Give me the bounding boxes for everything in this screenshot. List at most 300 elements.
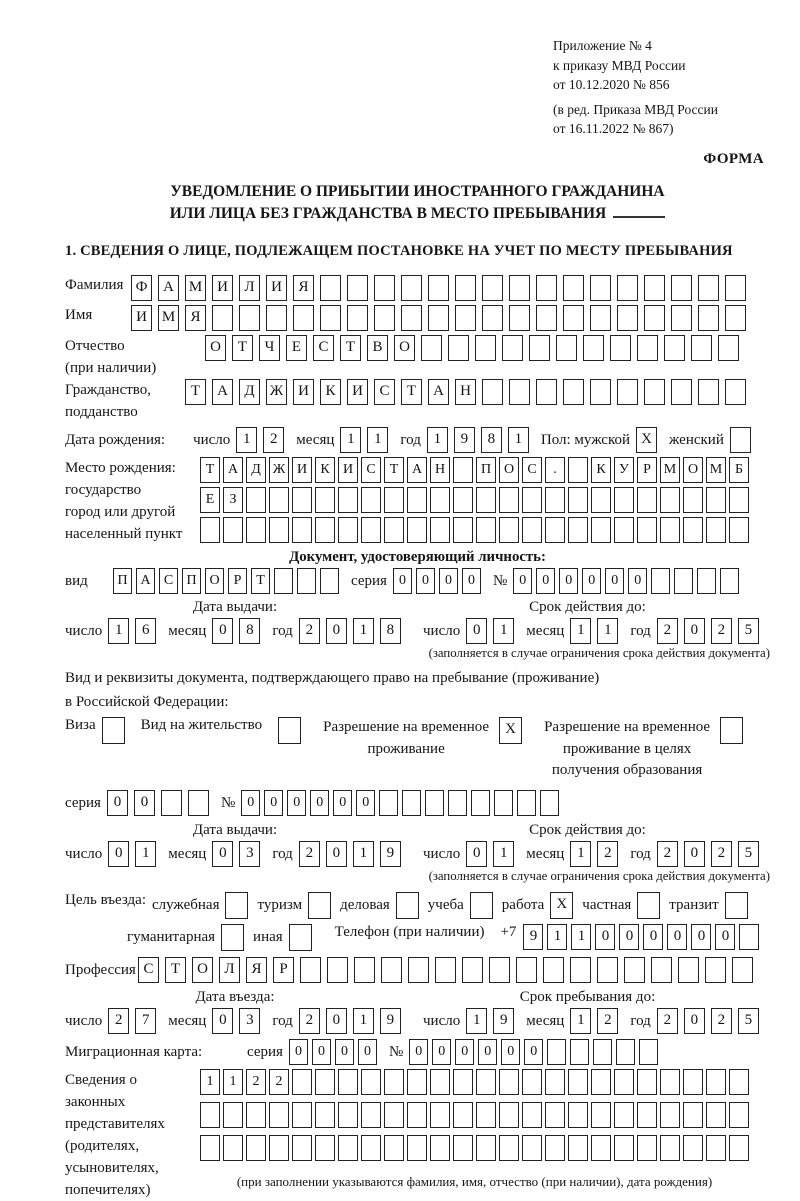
char-box[interactable]	[614, 1102, 634, 1128]
char-box[interactable]: Т	[401, 379, 422, 405]
char-box[interactable]: 0	[212, 618, 233, 644]
char-box[interactable]: А	[428, 379, 449, 405]
char-box[interactable]: 0	[536, 568, 555, 594]
char-box[interactable]	[499, 517, 519, 543]
char-box[interactable]: 8	[481, 427, 502, 453]
char-box[interactable]	[223, 1102, 243, 1128]
char-box[interactable]	[292, 517, 312, 543]
char-box[interactable]	[475, 335, 496, 361]
char-box[interactable]: С	[138, 957, 159, 983]
char-box[interactable]: 9	[493, 1008, 514, 1034]
char-box[interactable]	[453, 1135, 473, 1161]
char-box[interactable]	[338, 487, 358, 513]
char-box[interactable]	[583, 335, 604, 361]
char-box[interactable]: 1	[367, 427, 388, 453]
char-box[interactable]: 0	[335, 1039, 354, 1065]
char-box[interactable]: К	[320, 379, 341, 405]
char-box[interactable]: Н	[455, 379, 476, 405]
char-box[interactable]	[384, 1135, 404, 1161]
char-box[interactable]	[706, 487, 726, 513]
char-box[interactable]	[269, 1102, 289, 1128]
char-box[interactable]: 1	[108, 618, 129, 644]
char-box[interactable]: 0	[107, 790, 128, 816]
char-box[interactable]: 0	[108, 841, 129, 867]
char-box[interactable]	[563, 379, 584, 405]
char-box[interactable]	[617, 275, 638, 301]
char-box[interactable]: Ч	[259, 335, 280, 361]
char-box[interactable]	[315, 487, 335, 513]
char-box[interactable]: 0	[715, 924, 735, 950]
char-box[interactable]	[269, 1135, 289, 1161]
char-box[interactable]: 3	[239, 1008, 260, 1034]
char-box[interactable]: С	[361, 457, 381, 483]
char-box[interactable]: 0	[212, 841, 233, 867]
char-box[interactable]	[729, 1102, 749, 1128]
char-box[interactable]	[200, 517, 220, 543]
char-box[interactable]	[706, 1135, 726, 1161]
char-box[interactable]	[381, 957, 402, 983]
char-box[interactable]: Т	[185, 379, 206, 405]
char-box[interactable]	[660, 1102, 680, 1128]
char-box[interactable]: 1	[236, 427, 257, 453]
char-box[interactable]	[476, 1102, 496, 1128]
char-box[interactable]: X	[636, 427, 657, 453]
char-box[interactable]	[660, 517, 680, 543]
char-box[interactable]: 2	[711, 1008, 732, 1034]
char-box[interactable]: 1	[493, 841, 514, 867]
char-box[interactable]	[470, 892, 493, 919]
char-box[interactable]: 1	[570, 1008, 591, 1034]
char-box[interactable]	[476, 517, 496, 543]
char-box[interactable]	[430, 1102, 450, 1128]
char-box[interactable]	[698, 305, 719, 331]
char-box[interactable]: 1	[223, 1069, 243, 1095]
char-box[interactable]	[402, 790, 421, 816]
char-box[interactable]	[476, 1069, 496, 1095]
char-box[interactable]: X	[550, 892, 573, 919]
char-box[interactable]	[698, 379, 719, 405]
char-box[interactable]	[547, 1039, 566, 1065]
char-box[interactable]: 0	[595, 924, 615, 950]
char-box[interactable]	[315, 1135, 335, 1161]
char-box[interactable]	[476, 1135, 496, 1161]
char-box[interactable]	[720, 568, 739, 594]
char-box[interactable]	[644, 305, 665, 331]
char-box[interactable]	[522, 1135, 542, 1161]
char-box[interactable]: О	[205, 568, 224, 594]
char-box[interactable]: 1	[200, 1069, 220, 1095]
char-box[interactable]: 2	[657, 1008, 678, 1034]
char-box[interactable]: 0	[134, 790, 155, 816]
char-box[interactable]: 0	[264, 790, 283, 816]
char-box[interactable]: 0	[455, 1039, 474, 1065]
char-box[interactable]	[644, 275, 665, 301]
char-box[interactable]	[517, 790, 536, 816]
char-box[interactable]: 0	[358, 1039, 377, 1065]
char-box[interactable]	[494, 790, 513, 816]
char-box[interactable]	[570, 957, 591, 983]
char-box[interactable]: И	[347, 379, 368, 405]
char-box[interactable]: 1	[493, 618, 514, 644]
char-box[interactable]	[374, 275, 395, 301]
char-box[interactable]: 0	[432, 1039, 451, 1065]
char-box[interactable]	[200, 1102, 220, 1128]
char-box[interactable]	[536, 275, 557, 301]
char-box[interactable]: Ж	[269, 457, 289, 483]
char-box[interactable]: 0	[628, 568, 647, 594]
char-box[interactable]	[509, 379, 530, 405]
char-box[interactable]	[644, 379, 665, 405]
char-box[interactable]	[614, 1135, 634, 1161]
char-box[interactable]: 0	[684, 1008, 705, 1034]
char-box[interactable]: О	[394, 335, 415, 361]
char-box[interactable]	[509, 275, 530, 301]
char-box[interactable]	[720, 717, 743, 744]
char-box[interactable]: 2	[657, 618, 678, 644]
char-box[interactable]: С	[313, 335, 334, 361]
char-box[interactable]	[593, 1039, 612, 1065]
char-box[interactable]: 0	[667, 924, 687, 950]
char-box[interactable]: 0	[326, 841, 347, 867]
char-box[interactable]	[718, 335, 739, 361]
char-box[interactable]	[482, 305, 503, 331]
char-box[interactable]	[361, 517, 381, 543]
char-box[interactable]	[471, 790, 490, 816]
char-box[interactable]: 0	[684, 841, 705, 867]
char-box[interactable]	[361, 1135, 381, 1161]
char-box[interactable]	[379, 790, 398, 816]
char-box[interactable]: Т	[340, 335, 361, 361]
char-box[interactable]	[545, 1135, 565, 1161]
char-box[interactable]: 5	[738, 841, 759, 867]
char-box[interactable]: Р	[273, 957, 294, 983]
char-box[interactable]	[616, 1039, 635, 1065]
char-box[interactable]: У	[614, 457, 634, 483]
char-box[interactable]	[674, 568, 693, 594]
char-box[interactable]: 2	[246, 1069, 266, 1095]
char-box[interactable]: 1	[508, 427, 529, 453]
char-box[interactable]	[617, 379, 638, 405]
char-box[interactable]	[568, 517, 588, 543]
char-box[interactable]: С	[374, 379, 395, 405]
char-box[interactable]: С	[522, 457, 542, 483]
char-box[interactable]	[161, 790, 182, 816]
char-box[interactable]	[407, 517, 427, 543]
char-box[interactable]	[683, 487, 703, 513]
char-box[interactable]: Ж	[266, 379, 287, 405]
char-box[interactable]	[448, 335, 469, 361]
char-box[interactable]	[320, 305, 341, 331]
char-box[interactable]	[476, 487, 496, 513]
char-box[interactable]	[453, 517, 473, 543]
char-box[interactable]	[448, 790, 467, 816]
char-box[interactable]	[453, 1102, 473, 1128]
char-box[interactable]	[407, 1135, 427, 1161]
char-box[interactable]	[453, 1069, 473, 1095]
char-box[interactable]: 0	[501, 1039, 520, 1065]
char-box[interactable]	[223, 1135, 243, 1161]
char-box[interactable]	[545, 1102, 565, 1128]
char-box[interactable]: 0	[462, 568, 481, 594]
char-box[interactable]: 3	[239, 841, 260, 867]
char-box[interactable]	[597, 957, 618, 983]
char-box[interactable]	[683, 517, 703, 543]
char-box[interactable]: К	[591, 457, 611, 483]
char-box[interactable]	[591, 1102, 611, 1128]
char-box[interactable]: 0	[356, 790, 375, 816]
char-box[interactable]: З	[223, 487, 243, 513]
char-box[interactable]	[556, 335, 577, 361]
char-box[interactable]: .	[545, 457, 565, 483]
char-box[interactable]	[545, 517, 565, 543]
char-box[interactable]	[223, 517, 243, 543]
char-box[interactable]: 0	[241, 790, 260, 816]
char-box[interactable]: 1	[547, 924, 567, 950]
char-box[interactable]	[221, 924, 244, 951]
char-box[interactable]	[591, 517, 611, 543]
char-box[interactable]: А	[158, 275, 179, 301]
char-box[interactable]	[315, 517, 335, 543]
char-box[interactable]: 0	[559, 568, 578, 594]
char-box[interactable]: 2	[597, 1008, 618, 1034]
char-box[interactable]: М	[660, 457, 680, 483]
char-box[interactable]: 2	[597, 841, 618, 867]
char-box[interactable]	[482, 275, 503, 301]
char-box[interactable]	[591, 487, 611, 513]
char-box[interactable]	[239, 305, 260, 331]
char-box[interactable]	[706, 517, 726, 543]
char-box[interactable]	[617, 305, 638, 331]
char-box[interactable]	[482, 379, 503, 405]
char-box[interactable]: 0	[513, 568, 532, 594]
char-box[interactable]	[361, 487, 381, 513]
char-box[interactable]: 1	[570, 618, 591, 644]
char-box[interactable]	[691, 335, 712, 361]
char-box[interactable]: А	[136, 568, 155, 594]
char-box[interactable]	[430, 1069, 450, 1095]
char-box[interactable]: 1	[597, 618, 618, 644]
char-box[interactable]	[292, 1069, 312, 1095]
char-box[interactable]: 2	[711, 618, 732, 644]
char-box[interactable]: 1	[135, 841, 156, 867]
char-box[interactable]: А	[407, 457, 427, 483]
char-box[interactable]	[499, 1102, 519, 1128]
char-box[interactable]	[225, 892, 248, 919]
char-box[interactable]	[293, 305, 314, 331]
char-box[interactable]	[407, 1069, 427, 1095]
char-box[interactable]	[678, 957, 699, 983]
char-box[interactable]	[651, 568, 670, 594]
char-box[interactable]: 5	[738, 618, 759, 644]
char-box[interactable]: П	[113, 568, 132, 594]
char-box[interactable]	[568, 1135, 588, 1161]
char-box[interactable]	[499, 487, 519, 513]
char-box[interactable]	[401, 305, 422, 331]
char-box[interactable]	[430, 517, 450, 543]
char-box[interactable]: 1	[427, 427, 448, 453]
char-box[interactable]	[401, 275, 422, 301]
char-box[interactable]	[729, 1069, 749, 1095]
char-box[interactable]: 0	[524, 1039, 543, 1065]
char-box[interactable]	[212, 305, 233, 331]
char-box[interactable]	[671, 379, 692, 405]
char-box[interactable]	[522, 487, 542, 513]
char-box[interactable]: 0	[312, 1039, 331, 1065]
char-box[interactable]	[430, 1135, 450, 1161]
char-box[interactable]: 9	[454, 427, 475, 453]
char-box[interactable]	[522, 517, 542, 543]
char-box[interactable]	[188, 790, 209, 816]
char-box[interactable]: 0	[409, 1039, 428, 1065]
char-box[interactable]	[384, 487, 404, 513]
char-box[interactable]	[725, 892, 748, 919]
char-box[interactable]	[543, 957, 564, 983]
char-box[interactable]	[591, 1069, 611, 1095]
char-box[interactable]	[568, 487, 588, 513]
char-box[interactable]	[614, 517, 634, 543]
char-box[interactable]	[425, 790, 444, 816]
char-box[interactable]	[614, 1069, 634, 1095]
char-box[interactable]	[568, 1069, 588, 1095]
char-box[interactable]: Я	[293, 275, 314, 301]
char-box[interactable]	[660, 1135, 680, 1161]
char-box[interactable]: 7	[135, 1008, 156, 1034]
char-box[interactable]: 2	[263, 427, 284, 453]
char-box[interactable]: И	[293, 379, 314, 405]
char-box[interactable]: 1	[340, 427, 361, 453]
char-box[interactable]: Е	[200, 487, 220, 513]
char-box[interactable]	[200, 1135, 220, 1161]
char-box[interactable]	[274, 568, 293, 594]
char-box[interactable]: 0	[466, 618, 487, 644]
char-box[interactable]	[246, 517, 266, 543]
char-box[interactable]: Т	[232, 335, 253, 361]
char-box[interactable]	[637, 517, 657, 543]
char-box[interactable]	[660, 487, 680, 513]
char-box[interactable]: 0	[326, 1008, 347, 1034]
char-box[interactable]	[671, 275, 692, 301]
char-box[interactable]	[732, 957, 753, 983]
char-box[interactable]: 1	[353, 618, 374, 644]
char-box[interactable]: 2	[269, 1069, 289, 1095]
char-box[interactable]	[637, 335, 658, 361]
char-box[interactable]: П	[476, 457, 496, 483]
char-box[interactable]: Ф	[131, 275, 152, 301]
char-box[interactable]: 5	[738, 1008, 759, 1034]
char-box[interactable]: 2	[299, 841, 320, 867]
char-box[interactable]	[637, 1102, 657, 1128]
char-box[interactable]: 0	[478, 1039, 497, 1065]
char-box[interactable]	[637, 1135, 657, 1161]
char-box[interactable]	[266, 305, 287, 331]
char-box[interactable]: И	[338, 457, 358, 483]
char-box[interactable]	[730, 427, 751, 453]
char-box[interactable]	[540, 790, 559, 816]
char-box[interactable]: А	[223, 457, 243, 483]
char-box[interactable]	[338, 1069, 358, 1095]
char-box[interactable]	[590, 305, 611, 331]
char-box[interactable]: 0	[416, 568, 435, 594]
char-box[interactable]: 1	[570, 841, 591, 867]
char-box[interactable]	[725, 379, 746, 405]
char-box[interactable]	[522, 1102, 542, 1128]
char-box[interactable]: X	[499, 717, 522, 744]
char-box[interactable]	[354, 957, 375, 983]
char-box[interactable]: В	[367, 335, 388, 361]
char-box[interactable]: 9	[380, 1008, 401, 1034]
char-box[interactable]: 0	[605, 568, 624, 594]
char-box[interactable]: И	[131, 305, 152, 331]
char-box[interactable]	[269, 487, 289, 513]
char-box[interactable]: И	[266, 275, 287, 301]
char-box[interactable]	[725, 275, 746, 301]
char-box[interactable]	[338, 1102, 358, 1128]
char-box[interactable]	[590, 379, 611, 405]
char-box[interactable]: 2	[711, 841, 732, 867]
char-box[interactable]	[292, 1102, 312, 1128]
char-box[interactable]: Л	[219, 957, 240, 983]
char-box[interactable]: П	[182, 568, 201, 594]
char-box[interactable]	[660, 1069, 680, 1095]
char-box[interactable]: Б	[729, 457, 749, 483]
char-box[interactable]: М	[185, 275, 206, 301]
char-box[interactable]: О	[499, 457, 519, 483]
char-box[interactable]	[637, 1069, 657, 1095]
char-box[interactable]: Н	[430, 457, 450, 483]
char-box[interactable]: 0	[333, 790, 352, 816]
char-box[interactable]	[246, 1135, 266, 1161]
char-box[interactable]	[545, 1069, 565, 1095]
char-box[interactable]: К	[315, 457, 335, 483]
char-box[interactable]: Т	[251, 568, 270, 594]
char-box[interactable]	[315, 1102, 335, 1128]
char-box[interactable]	[664, 335, 685, 361]
char-box[interactable]	[455, 275, 476, 301]
char-box[interactable]	[462, 957, 483, 983]
char-box[interactable]: Д	[246, 457, 266, 483]
char-box[interactable]	[499, 1135, 519, 1161]
char-box[interactable]	[624, 957, 645, 983]
char-box[interactable]: О	[192, 957, 213, 983]
char-box[interactable]: 0	[582, 568, 601, 594]
char-box[interactable]	[739, 924, 759, 950]
char-box[interactable]: Р	[228, 568, 247, 594]
char-box[interactable]: 0	[289, 1039, 308, 1065]
char-box[interactable]	[563, 275, 584, 301]
char-box[interactable]	[509, 305, 530, 331]
char-box[interactable]	[338, 517, 358, 543]
char-box[interactable]	[453, 487, 473, 513]
char-box[interactable]: 2	[108, 1008, 129, 1034]
char-box[interactable]: 0	[287, 790, 306, 816]
char-box[interactable]	[489, 957, 510, 983]
char-box[interactable]	[671, 305, 692, 331]
char-box[interactable]: 0	[466, 841, 487, 867]
char-box[interactable]	[729, 1135, 749, 1161]
char-box[interactable]: Я	[246, 957, 267, 983]
char-box[interactable]: 2	[657, 841, 678, 867]
char-box[interactable]	[570, 1039, 589, 1065]
char-box[interactable]	[428, 275, 449, 301]
char-box[interactable]: 2	[299, 618, 320, 644]
char-box[interactable]	[522, 1069, 542, 1095]
char-box[interactable]	[374, 305, 395, 331]
char-box[interactable]	[384, 1069, 404, 1095]
char-box[interactable]	[320, 568, 339, 594]
char-box[interactable]	[502, 335, 523, 361]
char-box[interactable]: 0	[310, 790, 329, 816]
char-box[interactable]: 1	[466, 1008, 487, 1034]
